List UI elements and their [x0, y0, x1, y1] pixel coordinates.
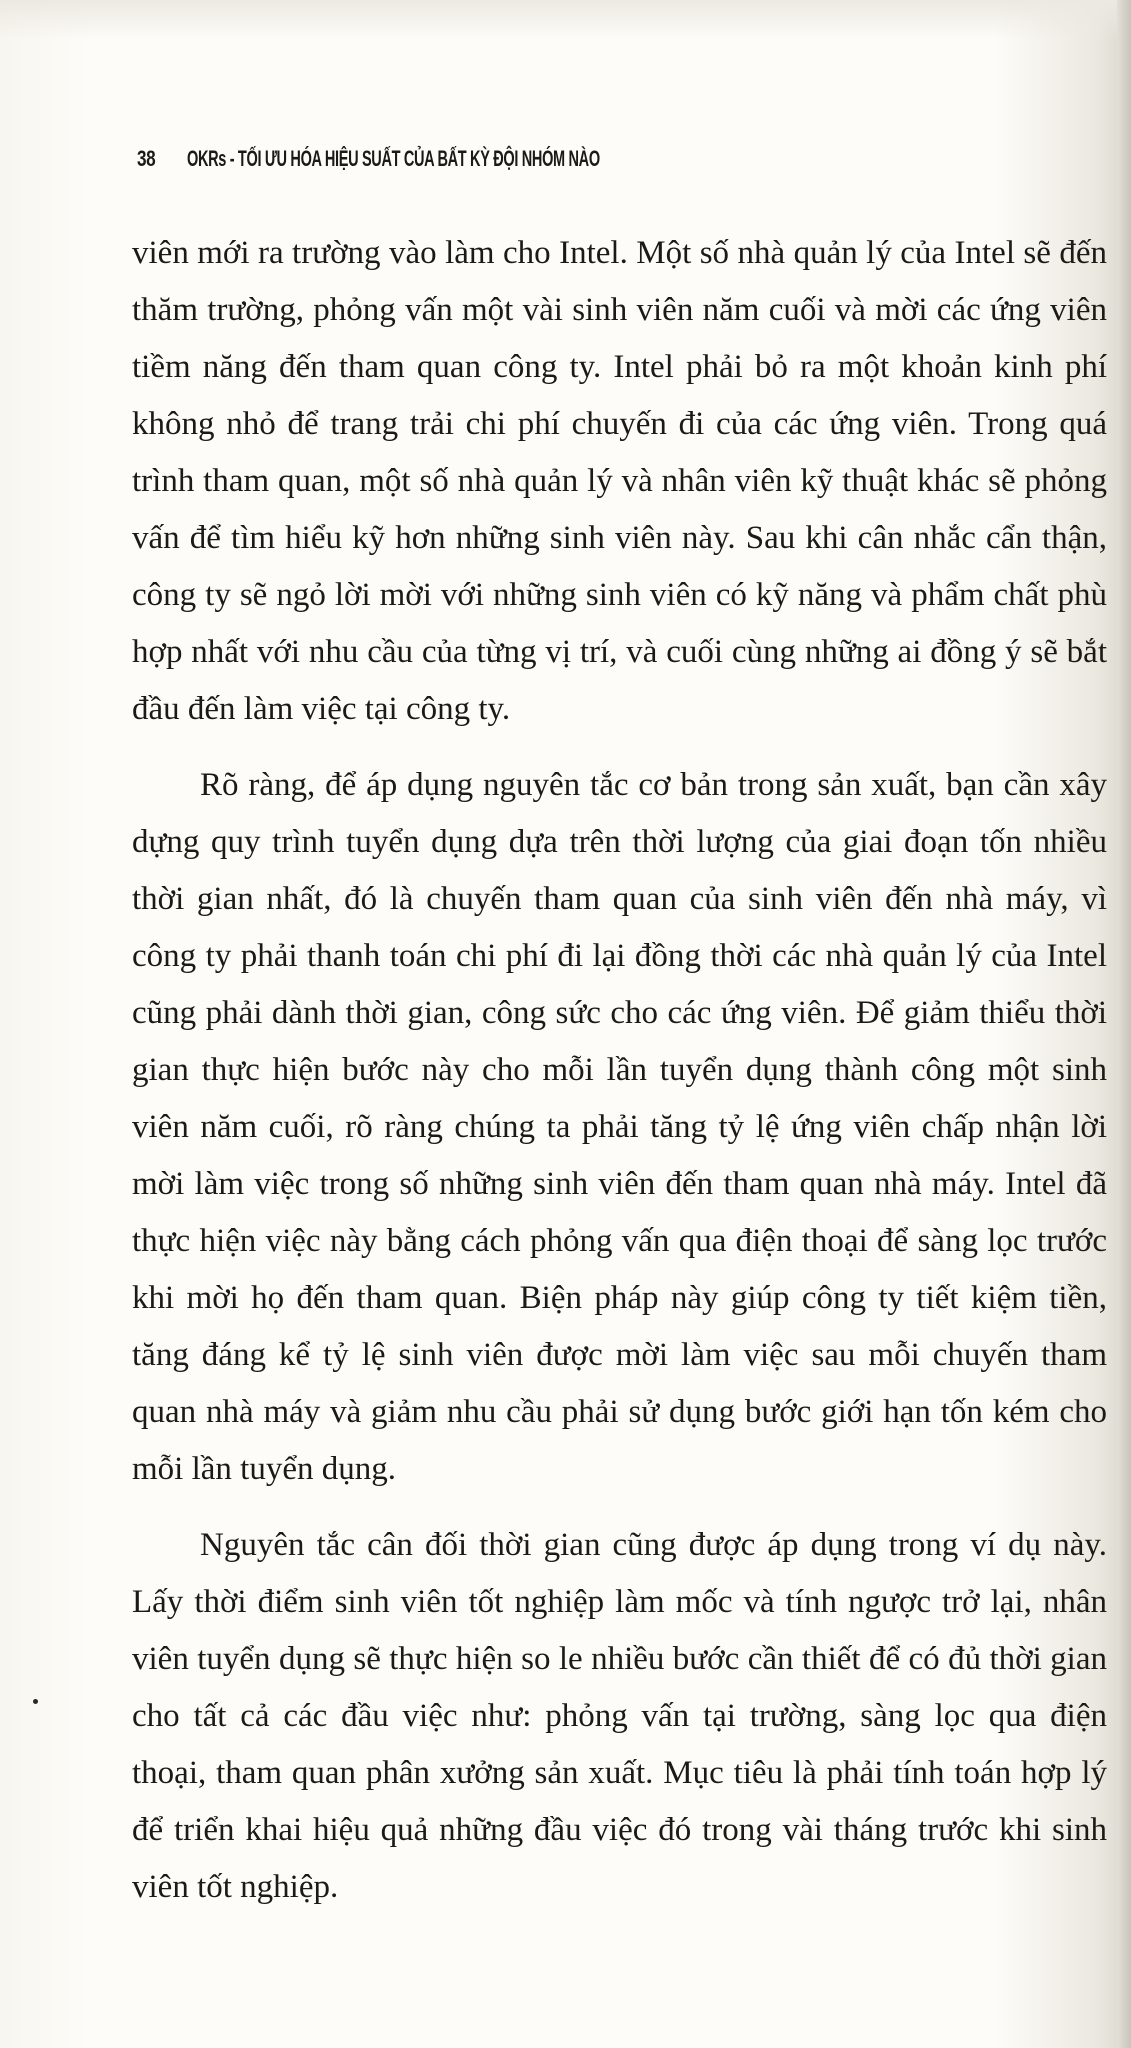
paragraph-1: viên mới ra trường vào làm cho Intel. Một số nhà quản lý của Intel sẽ đến thăm trường, phỏng vấn một vài sinh viên năm cuối và mời các ứng viên tiềm năng đến tham quan công ty. Intel phải bỏ ra một khoản kinh phí không nhỏ để trang trải chi phí chuyến đi của các ứng viên. Trong quá trình tham quan, một số nhà quản lý và nhân viên kỹ thuật khác sẽ phỏng vấn để tìm hiểu kỹ hơn những sinh viên này. Sau khi cân nhắc cẩn thận, công ty sẽ ngỏ lời mời với những sinh viên có kỹ năng và phẩm chất phù hợp nhất với nhu cầu của từng vị trí, và cuối cùng những ai đồng ý sẽ bắt đầu đến làm việc tại công ty. [132, 235, 1107, 727]
running-header [137, 142, 1037, 176]
body-text [132, 225, 1107, 1916]
paragraph-2: Rõ ràng, để áp dụng nguyên tắc cơ bản trong sản xuất, bạn cần xây dựng quy trình tuyển dụng dựa trên thời lượng của giai đoạn tốn nhiều thời gian nhất, đó là chuyến tham quan của sinh viên đến nhà máy, vì công ty phải thanh toán chi phí đi lại đồng thời các nhà quản lý của Intel cũng phải dành thời gian, công sức cho các ứng viên. Để giảm thiểu thời gian thực hiện bước này cho mỗi lần tuyển dụng thành công một sinh viên năm cuối, rõ ràng chúng ta phải tăng tỷ lệ ứng viên chấp nhận lời mời làm việc trong số những sinh viên đến tham quan nhà máy. Intel đã thực hiện việc này bằng cách phỏng vấn qua điện thoại để sàng lọc trước khi mời họ đến tham quan. Biện pháp này giúp công ty tiết kiệm tiền, tăng đáng kể tỷ lệ sinh viên được mời làm việc sau mỗi chuyến tham quan nhà máy và giảm nhu cầu phải sử dụng bước giới hạn tốn kém cho mỗi lần tuyển dụng. [132, 767, 1107, 1487]
margin-mark [33, 1699, 38, 1704]
paragraph-3: Nguyên tắc cân đối thời gian cũng được áp dụng trong ví dụ này. Lấy thời điểm sinh viên tốt nghiệp làm mốc và tính ngược trở lại, nhân viên tuyển dụng sẽ thực hiện so le nhiều bước cần thiết để có đủ thời gian cho tất cả các đầu việc như: phỏng vấn tại trường, sàng lọc qua điện thoại, tham quan phân xưởng sản xuất. Mục tiêu là phải tính toán hợp lý để triển khai hiệu quả những đầu việc đó trong vài tháng trước khi sinh viên tốt nghiệp. [132, 1527, 1107, 1905]
book-title-header: OKRs - TỐI ƯU HÓA HIỆU SUẤT CỦA BẤT KỲ ĐỘI NHÓM NÀO [187, 146, 600, 171]
page-number: 38 [137, 146, 156, 171]
page-top-shadow [0, 0, 1131, 40]
page-edge [1117, 0, 1131, 2048]
